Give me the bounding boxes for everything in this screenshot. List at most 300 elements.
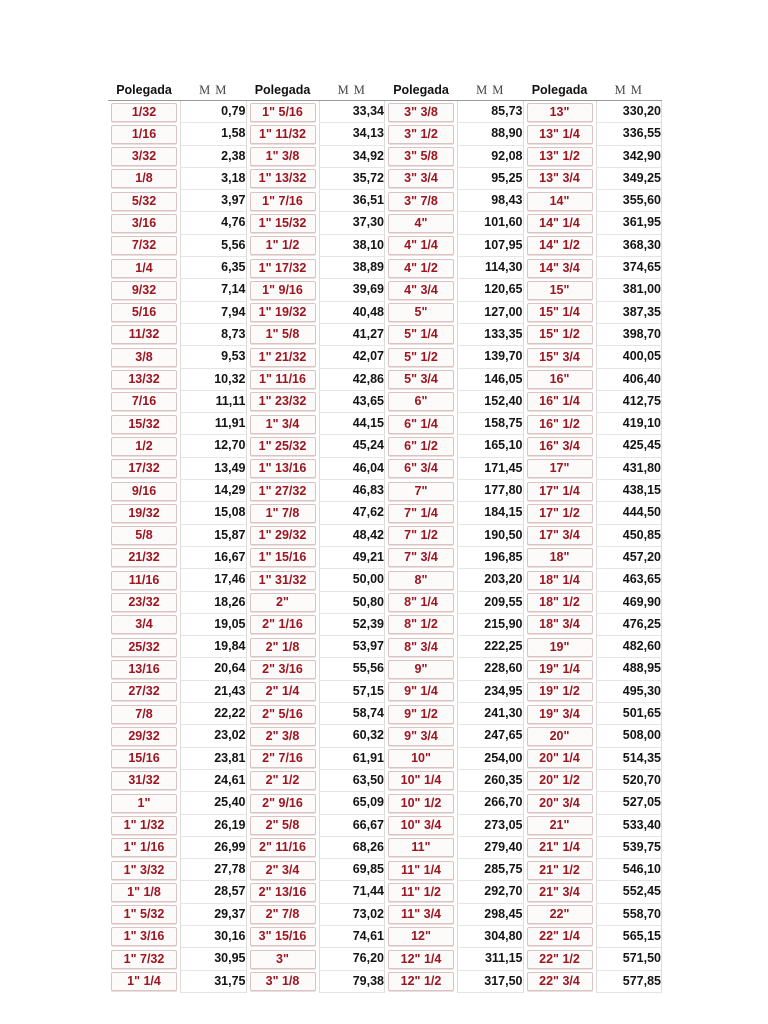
mm-value: 431,80 (596, 458, 663, 480)
inch-cell (247, 302, 319, 324)
mm-value: 13,49 (180, 458, 247, 480)
mm-value: 317,50 (457, 971, 524, 993)
mm-value: 425,45 (596, 435, 663, 457)
table-header (108, 80, 662, 101)
inch-cell (247, 614, 319, 636)
inch-value: 27/32 (111, 682, 177, 701)
mm-value: 292,70 (457, 881, 524, 903)
inch-cell (385, 859, 457, 881)
inch-value: 8" 1/2 (388, 615, 454, 634)
inch-value: 15/16 (111, 749, 177, 768)
inch-value: 6" (388, 392, 454, 411)
inch-cell (524, 681, 596, 703)
mm-value: 50,80 (319, 592, 386, 614)
mm-value: 38,10 (319, 235, 386, 257)
mm-value: 42,86 (319, 369, 386, 391)
mm-value: 381,00 (596, 279, 663, 301)
inch-value: 19" 1/2 (527, 682, 593, 701)
inch-value: 1/8 (111, 169, 177, 188)
inch-cell (385, 636, 457, 658)
inch-cell (524, 391, 596, 413)
table-row (108, 592, 662, 614)
table-row (108, 235, 662, 257)
inch-cell (524, 346, 596, 368)
inch-cell (385, 770, 457, 792)
inch-value: 9/32 (111, 281, 177, 300)
inch-value: 1" 7/32 (111, 950, 177, 969)
inch-cell (108, 235, 180, 257)
inch-cell (385, 391, 457, 413)
inch-cell (247, 904, 319, 926)
mm-value: 79,38 (319, 971, 386, 993)
mm-value: 9,53 (180, 346, 247, 368)
inch-cell (108, 681, 180, 703)
inch-cell (108, 302, 180, 324)
mm-value: 19,84 (180, 636, 247, 658)
mm-value: 234,95 (457, 681, 524, 703)
inch-value: 1" 11/16 (250, 370, 316, 389)
inch-cell (385, 279, 457, 301)
header-polegada-1: Polegada (108, 80, 180, 101)
inch-cell (108, 525, 180, 547)
inch-value: 7" 1/2 (388, 526, 454, 545)
inch-cell (108, 123, 180, 145)
inch-value: 13" (527, 103, 593, 122)
inch-cell (108, 502, 180, 524)
inch-cell (108, 413, 180, 435)
inch-value: 10" (388, 749, 454, 768)
inch-cell (108, 703, 180, 725)
inch-cell (385, 257, 457, 279)
inch-value: 15" 1/4 (527, 303, 593, 322)
mm-value: 527,05 (596, 792, 663, 814)
mm-value: 247,65 (457, 725, 524, 747)
inch-cell (385, 346, 457, 368)
mm-value: 36,51 (319, 190, 386, 212)
inch-cell (108, 435, 180, 457)
inch-value: 5" 1/2 (388, 348, 454, 367)
mm-value: 114,30 (457, 257, 524, 279)
inch-cell (247, 212, 319, 234)
inch-value: 13/16 (111, 660, 177, 679)
inch-cell (108, 146, 180, 168)
inch-value: 7" 1/4 (388, 504, 454, 523)
inch-cell (524, 792, 596, 814)
inch-value: 17" (527, 459, 593, 478)
mm-value: 558,70 (596, 904, 663, 926)
inch-cell (247, 658, 319, 680)
inch-value: 9" (388, 660, 454, 679)
table-row (108, 636, 662, 658)
inch-cell (524, 547, 596, 569)
inch-cell (385, 658, 457, 680)
mm-value: 304,80 (457, 926, 524, 948)
inch-cell (385, 190, 457, 212)
inch-value: 8" 1/4 (388, 593, 454, 612)
inch-value: 1" 19/32 (250, 303, 316, 322)
inch-value: 10" 1/2 (388, 794, 454, 813)
mm-value: 228,60 (457, 658, 524, 680)
inch-cell (385, 815, 457, 837)
inch-value: 29/32 (111, 727, 177, 746)
inch-value: 3/8 (111, 348, 177, 367)
mm-value: 60,32 (319, 725, 386, 747)
inch-cell (247, 525, 319, 547)
inch-value: 2" 7/8 (250, 905, 316, 924)
mm-value: 165,10 (457, 435, 524, 457)
mm-value: 450,85 (596, 525, 663, 547)
inch-cell (524, 748, 596, 770)
mm-value: 279,40 (457, 837, 524, 859)
mm-value: 25,40 (180, 792, 247, 814)
mm-value: 457,20 (596, 547, 663, 569)
inch-cell (247, 859, 319, 881)
inch-cell (524, 926, 596, 948)
inch-value: 20" 1/2 (527, 771, 593, 790)
inch-cell (247, 792, 319, 814)
inch-value: 1" 23/32 (250, 392, 316, 411)
inch-cell (108, 748, 180, 770)
mm-value: 552,45 (596, 881, 663, 903)
inch-value: 1" 1/16 (111, 838, 177, 857)
inch-cell (108, 257, 180, 279)
inch-cell (108, 658, 180, 680)
inch-cell (247, 190, 319, 212)
inch-value: 1" 25/32 (250, 437, 316, 456)
mm-value: 209,55 (457, 592, 524, 614)
header-polegada-4: Polegada (524, 80, 596, 101)
mm-value: 52,39 (319, 614, 386, 636)
inch-value: 1" 5/32 (111, 905, 177, 924)
inch-value: 7/16 (111, 392, 177, 411)
inch-value: 10" 3/4 (388, 816, 454, 835)
mm-value: 419,10 (596, 413, 663, 435)
mm-value: 196,85 (457, 547, 524, 569)
inch-cell (108, 279, 180, 301)
mm-value: 46,04 (319, 458, 386, 480)
mm-value: 469,90 (596, 592, 663, 614)
inch-cell (524, 480, 596, 502)
inch-value: 16" 1/4 (527, 392, 593, 411)
table-body (108, 101, 662, 993)
mm-value: 98,43 (457, 190, 524, 212)
mm-value: 387,35 (596, 302, 663, 324)
table-row (108, 146, 662, 168)
inch-value: 2" 5/16 (250, 705, 316, 724)
mm-value: 342,90 (596, 146, 663, 168)
mm-value: 539,75 (596, 837, 663, 859)
inch-value: 7/32 (111, 236, 177, 255)
inch-cell (108, 391, 180, 413)
inch-cell (524, 636, 596, 658)
inch-value: 19" (527, 638, 593, 657)
mm-value: 44,15 (319, 413, 386, 435)
inch-cell (385, 703, 457, 725)
mm-value: 24,61 (180, 770, 247, 792)
inch-value: 1" 17/32 (250, 259, 316, 278)
inch-value: 2" 7/16 (250, 749, 316, 768)
mm-value: 398,70 (596, 324, 663, 346)
inch-cell (108, 859, 180, 881)
mm-value: 406,40 (596, 369, 663, 391)
inch-value: 4" (388, 214, 454, 233)
inch-value: 12" (388, 927, 454, 946)
mm-value: 30,16 (180, 926, 247, 948)
table-row (108, 681, 662, 703)
mm-value: 5,56 (180, 235, 247, 257)
inch-value: 20" 3/4 (527, 794, 593, 813)
inch-value: 1" 1/4 (111, 972, 177, 991)
inch-cell (524, 212, 596, 234)
inch-cell (524, 770, 596, 792)
inch-value: 14" 1/4 (527, 214, 593, 233)
mm-value: 65,09 (319, 792, 386, 814)
mm-value: 23,81 (180, 748, 247, 770)
mm-value: 444,50 (596, 502, 663, 524)
mm-value: 14,29 (180, 480, 247, 502)
inch-cell (385, 502, 457, 524)
inch-cell (247, 948, 319, 970)
inch-value: 3" 1/2 (388, 125, 454, 144)
inch-value: 2" 13/16 (250, 883, 316, 902)
inch-cell (247, 971, 319, 993)
header-polegada-3: Polegada (385, 80, 457, 101)
inch-cell (385, 302, 457, 324)
inch-cell (385, 569, 457, 591)
table-row (108, 279, 662, 301)
mm-value: 336,55 (596, 123, 663, 145)
mm-value: 28,57 (180, 881, 247, 903)
inch-value: 7/8 (111, 705, 177, 724)
inch-value: 2" 9/16 (250, 794, 316, 813)
mm-value: 73,02 (319, 904, 386, 926)
inch-value: 3" 7/8 (388, 192, 454, 211)
inch-value: 13" 3/4 (527, 169, 593, 188)
mm-value: 10,32 (180, 369, 247, 391)
inch-value: 2" 3/16 (250, 660, 316, 679)
mm-value: 298,45 (457, 904, 524, 926)
mm-value: 29,37 (180, 904, 247, 926)
mm-value: 11,11 (180, 391, 247, 413)
inch-value: 13" 1/2 (527, 147, 593, 166)
inch-value: 2" 11/16 (250, 838, 316, 857)
inch-cell (247, 725, 319, 747)
inch-cell (524, 592, 596, 614)
mm-value: 63,50 (319, 770, 386, 792)
inch-value: 22" (527, 905, 593, 924)
mm-value: 285,75 (457, 859, 524, 881)
mm-value: 520,70 (596, 770, 663, 792)
inch-value: 1" 13/16 (250, 459, 316, 478)
inch-value: 1" 15/16 (250, 548, 316, 567)
inch-cell (385, 948, 457, 970)
mm-value: 92,08 (457, 146, 524, 168)
inch-cell (108, 547, 180, 569)
table-row (108, 547, 662, 569)
inch-cell (385, 123, 457, 145)
table-row (108, 792, 662, 814)
table-row (108, 324, 662, 346)
mm-value: 88,90 (457, 123, 524, 145)
mm-value: 8,73 (180, 324, 247, 346)
mm-value: 533,40 (596, 815, 663, 837)
table-row (108, 480, 662, 502)
mm-value: 101,60 (457, 212, 524, 234)
inch-cell (108, 190, 180, 212)
inch-value: 25/32 (111, 638, 177, 657)
inch-cell (247, 279, 319, 301)
table-row (108, 926, 662, 948)
inch-cell (247, 101, 319, 123)
mm-value: 21,43 (180, 681, 247, 703)
mm-value: 215,90 (457, 614, 524, 636)
inch-value: 13" 1/4 (527, 125, 593, 144)
mm-value: 107,95 (457, 235, 524, 257)
inch-cell (524, 502, 596, 524)
inch-value: 17/32 (111, 459, 177, 478)
inch-value: 1/16 (111, 125, 177, 144)
mm-value: 361,95 (596, 212, 663, 234)
inch-cell (524, 725, 596, 747)
mm-value: 20,64 (180, 658, 247, 680)
inch-cell (385, 547, 457, 569)
inch-cell (524, 302, 596, 324)
table-row (108, 770, 662, 792)
table-row (108, 212, 662, 234)
inch-cell (247, 123, 319, 145)
inch-value: 6" 3/4 (388, 459, 454, 478)
mm-value: 349,25 (596, 168, 663, 190)
inch-value: 7" 3/4 (388, 548, 454, 567)
mm-value: 55,56 (319, 658, 386, 680)
mm-value: 139,70 (457, 346, 524, 368)
inch-value: 1" 21/32 (250, 348, 316, 367)
inch-value: 8" 3/4 (388, 638, 454, 657)
mm-value: 7,14 (180, 279, 247, 301)
mm-value: 41,27 (319, 324, 386, 346)
inch-cell (385, 904, 457, 926)
inch-cell (524, 458, 596, 480)
mm-value: 71,44 (319, 881, 386, 903)
mm-value: 438,15 (596, 480, 663, 502)
inch-value: 1" 3/16 (111, 927, 177, 946)
mm-value: 47,62 (319, 502, 386, 524)
mm-value: 127,00 (457, 302, 524, 324)
inch-value: 18" 3/4 (527, 615, 593, 634)
inch-cell (247, 168, 319, 190)
conversion-table-container (108, 80, 662, 989)
inch-cell (524, 257, 596, 279)
inch-value: 15" (527, 281, 593, 300)
inch-cell (108, 948, 180, 970)
inch-value: 1" 7/8 (250, 504, 316, 523)
inch-cell (524, 837, 596, 859)
inch-cell (247, 770, 319, 792)
inch-cell (385, 101, 457, 123)
header-mm-3: M M (457, 80, 524, 101)
inch-cell (108, 815, 180, 837)
mm-value: 40,48 (319, 302, 386, 324)
inch-cell (385, 525, 457, 547)
inch-cell (108, 971, 180, 993)
mm-value: 53,97 (319, 636, 386, 658)
inch-value: 4" 1/4 (388, 236, 454, 255)
mm-value: 260,35 (457, 770, 524, 792)
inch-cell (247, 235, 319, 257)
mm-value: 273,05 (457, 815, 524, 837)
table-row (108, 881, 662, 903)
mm-value: 184,15 (457, 502, 524, 524)
inch-value: 17" 3/4 (527, 526, 593, 545)
mm-value: 514,35 (596, 748, 663, 770)
inch-cell (247, 346, 319, 368)
mm-value: 222,25 (457, 636, 524, 658)
mm-value: 26,99 (180, 837, 247, 859)
table-row (108, 703, 662, 725)
inch-cell (385, 458, 457, 480)
mm-value: 400,05 (596, 346, 663, 368)
mm-value: 1,58 (180, 123, 247, 145)
inch-cell (524, 658, 596, 680)
table-row (108, 190, 662, 212)
inch-cell (524, 948, 596, 970)
mm-value: 23,02 (180, 725, 247, 747)
inch-cell (108, 168, 180, 190)
inch-value: 16" (527, 370, 593, 389)
inch-cell (247, 681, 319, 703)
mm-value: 33,34 (319, 101, 386, 123)
mm-value: 69,85 (319, 859, 386, 881)
inch-cell (247, 324, 319, 346)
inch-cell (247, 435, 319, 457)
mm-value: 27,78 (180, 859, 247, 881)
inch-cell (247, 926, 319, 948)
inch-cell (108, 458, 180, 480)
mm-value: 22,22 (180, 703, 247, 725)
mm-value: 368,30 (596, 235, 663, 257)
mm-value: 35,72 (319, 168, 386, 190)
mm-value: 146,05 (457, 369, 524, 391)
inch-cell (108, 614, 180, 636)
mm-value: 565,15 (596, 926, 663, 948)
inch-value: 16" 1/2 (527, 415, 593, 434)
header-row (108, 80, 662, 101)
mm-value: 495,30 (596, 681, 663, 703)
mm-value: 266,70 (457, 792, 524, 814)
table-row (108, 391, 662, 413)
inch-value: 2" 1/2 (250, 771, 316, 790)
mm-value: 95,25 (457, 168, 524, 190)
inch-cell (524, 123, 596, 145)
mm-value: 58,74 (319, 703, 386, 725)
inch-cell (524, 569, 596, 591)
mm-value: 68,26 (319, 837, 386, 859)
inch-value: 18" (527, 548, 593, 567)
mm-value: 61,91 (319, 748, 386, 770)
inch-value: 19" 3/4 (527, 705, 593, 724)
inch-value: 2" 5/8 (250, 816, 316, 835)
mm-value: 46,83 (319, 480, 386, 502)
inch-value: 1" 1/32 (111, 816, 177, 835)
inch-value: 17" 1/4 (527, 482, 593, 501)
inch-cell (385, 837, 457, 859)
inch-cell (385, 748, 457, 770)
mm-value: 330,20 (596, 101, 663, 123)
table-row (108, 257, 662, 279)
inch-value: 2" 3/8 (250, 727, 316, 746)
inch-cell (247, 703, 319, 725)
mm-value: 171,45 (457, 458, 524, 480)
